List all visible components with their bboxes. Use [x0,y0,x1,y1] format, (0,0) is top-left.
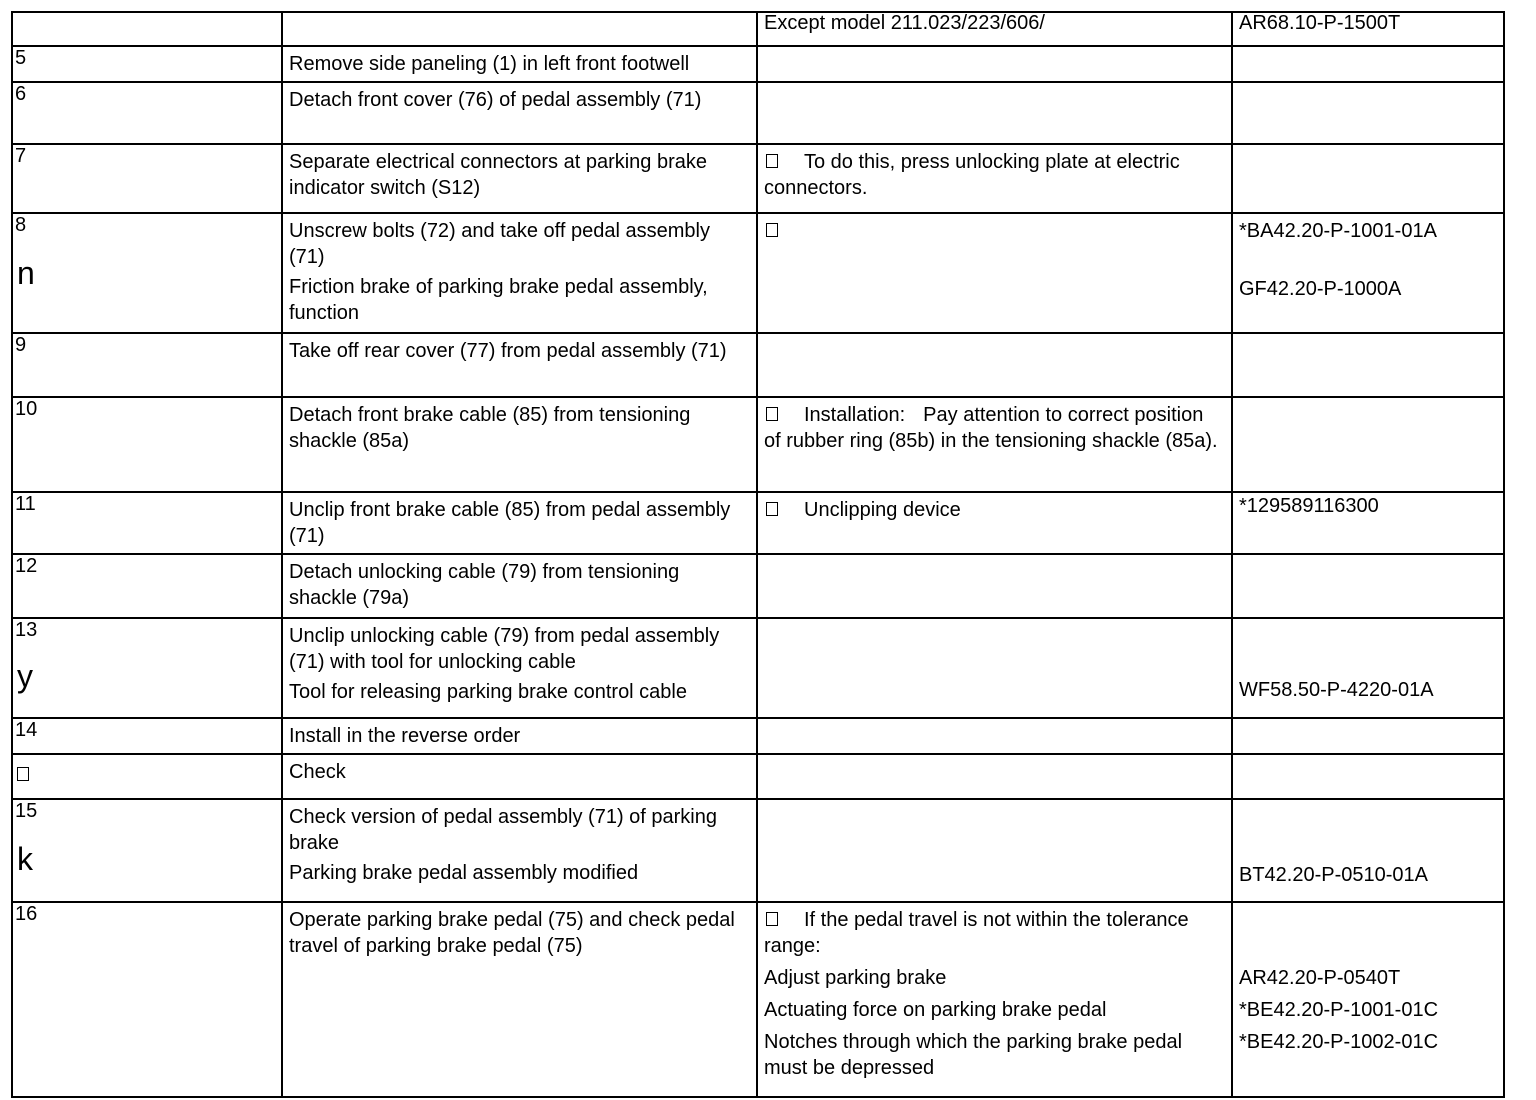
checkbox-icon [17,767,29,781]
step-cell [12,12,282,46]
ref-cell [1232,554,1504,618]
step-cell: 14 [12,718,282,754]
sub-ref-link[interactable]: GF42.20-P-1000A [1239,278,1402,300]
item-text: Adjust parking brake [764,967,947,989]
table-row [12,397,1504,492]
note-line [764,907,1225,959]
action-cell: Check [282,754,757,799]
item-text: Actuating force on parking brake pedal [764,999,1107,1021]
item-ref-link[interactable]: *BE42.20-P-1001-01C [1239,999,1439,1021]
sub-action-text: Tool for releasing parking brake control cable [289,681,687,703]
ref-cell [1232,397,1504,492]
note-text: To do this, press unlocking plate at electric connectors. [764,151,1180,199]
step-cell: 12 [12,554,282,618]
step-cell [12,799,282,902]
action-text: Check version of pedal assembly (71) of parking brake [289,806,717,854]
note-cell [757,82,1232,144]
checkbox-icon [766,407,778,421]
checkbox-icon [766,154,778,168]
ref-cell [1232,213,1504,333]
procedure-table [11,11,1505,1098]
sub-action-text: Parking brake pedal assembly modified [289,862,639,884]
note-label: Installation: [804,404,906,426]
action-cell: Operate parking brake pedal (75) and check pedal travel of parking brake pedal (75) [282,902,757,1097]
sub-action-text: Friction brake of parking brake pedal assembly, function [289,276,708,324]
step-cell: 11 [12,492,282,554]
ref-cell [1232,754,1504,799]
step-cell: 7 [12,144,282,213]
step-number: 8 [15,214,27,236]
item-ref-link[interactable]: AR42.20-P-0540T [1239,967,1401,989]
symbol-letter: y [17,658,33,694]
note-cell [757,144,1232,213]
ref-cell [1232,718,1504,754]
table-row [12,799,1504,902]
note-cell [757,799,1232,902]
ref-cell [1232,333,1504,397]
ref-cell[interactable]: AR68.10-P-1500T [1232,12,1504,46]
action-text: Unscrew bolts (72) and take off pedal assembly (71) [289,220,710,268]
table-row [12,46,1504,82]
symbol-letter: n [17,255,35,291]
step-cell [12,213,282,333]
table-row [12,554,1504,618]
action-cell [282,12,757,46]
step-number: 15 [15,800,38,822]
ref-cell [1232,82,1504,144]
action-cell [282,799,757,902]
action-cell [282,618,757,718]
ref-link[interactable]: *BA42.20-P-1001-01A [1239,220,1437,242]
note-cell [757,754,1232,799]
action-cell: Detach front cover (76) of pedal assembly (71) [282,82,757,144]
ref-cell[interactable]: *129589116300 [1232,492,1504,554]
ref-cell [1232,46,1504,82]
step-cell: 16 [12,902,282,1097]
note-cell [757,397,1232,492]
note-cell [757,333,1232,397]
item-text: Notches through which the parking brake pedal must be depressed [764,1031,1183,1079]
note-text: If the pedal travel is not within the tolerance range: [764,909,1189,957]
step-cell: 10 [12,397,282,492]
table-row [12,902,1504,1097]
note-cell [757,554,1232,618]
action-cell: Install in the reverse order [282,718,757,754]
step-cell: 9 [12,333,282,397]
step-cell [12,618,282,718]
note-cell [757,618,1232,718]
note-text: Pay attention to correct position of rubber ring (85b) in the tensioning shackle (85a). [764,404,1218,452]
action-cell: Detach unlocking cable (79) from tensioning shackle (79a) [282,554,757,618]
step-number: 13 [15,619,38,641]
table-row [12,718,1504,754]
note-text: Unclipping device [804,499,961,521]
table-row [12,144,1504,213]
note-cell [757,718,1232,754]
note-cell [757,213,1232,333]
note-cell [757,46,1232,82]
action-cell [282,213,757,333]
ref-cell [1232,144,1504,213]
checkbox-icon [766,502,778,516]
checkbox-icon [766,912,778,926]
action-cell: Remove side paneling (1) in left front footwell [282,46,757,82]
table-row [12,754,1504,799]
action-cell: Take off rear cover (77) from pedal assembly (71) [282,333,757,397]
action-cell: Unclip front brake cable (85) from pedal assembly (71) [282,492,757,554]
item-ref-link[interactable]: *BE42.20-P-1002-01C [1239,1031,1439,1053]
table-row [12,82,1504,144]
table-row [12,213,1504,333]
sub-ref-link[interactable]: WF58.50-P-4220-01A [1239,679,1434,701]
note-cell: Except model 211.023/223/606/ [757,12,1232,46]
ref-cell [1232,902,1504,1097]
table-row [12,333,1504,397]
note-cell [757,492,1232,554]
symbol-letter: k [17,841,33,877]
step-cell: 6 [12,82,282,144]
note-cell [757,902,1232,1097]
action-cell: Separate electrical connectors at parking brake indicator switch (S12) [282,144,757,213]
step-cell: 5 [12,46,282,82]
table-row [12,12,1504,46]
table-row [12,492,1504,554]
action-text: Unclip unlocking cable (79) from pedal assembly (71) with tool for unlocking cable [289,625,720,673]
checkbox-icon [766,223,778,237]
ref-cell [1232,799,1504,902]
action-cell: Detach front brake cable (85) from tensioning shackle (85a) [282,397,757,492]
step-cell [12,754,282,799]
table-row [12,618,1504,718]
ref-cell [1232,618,1504,718]
sub-ref-link[interactable]: BT42.20-P-0510-01A [1239,864,1429,886]
